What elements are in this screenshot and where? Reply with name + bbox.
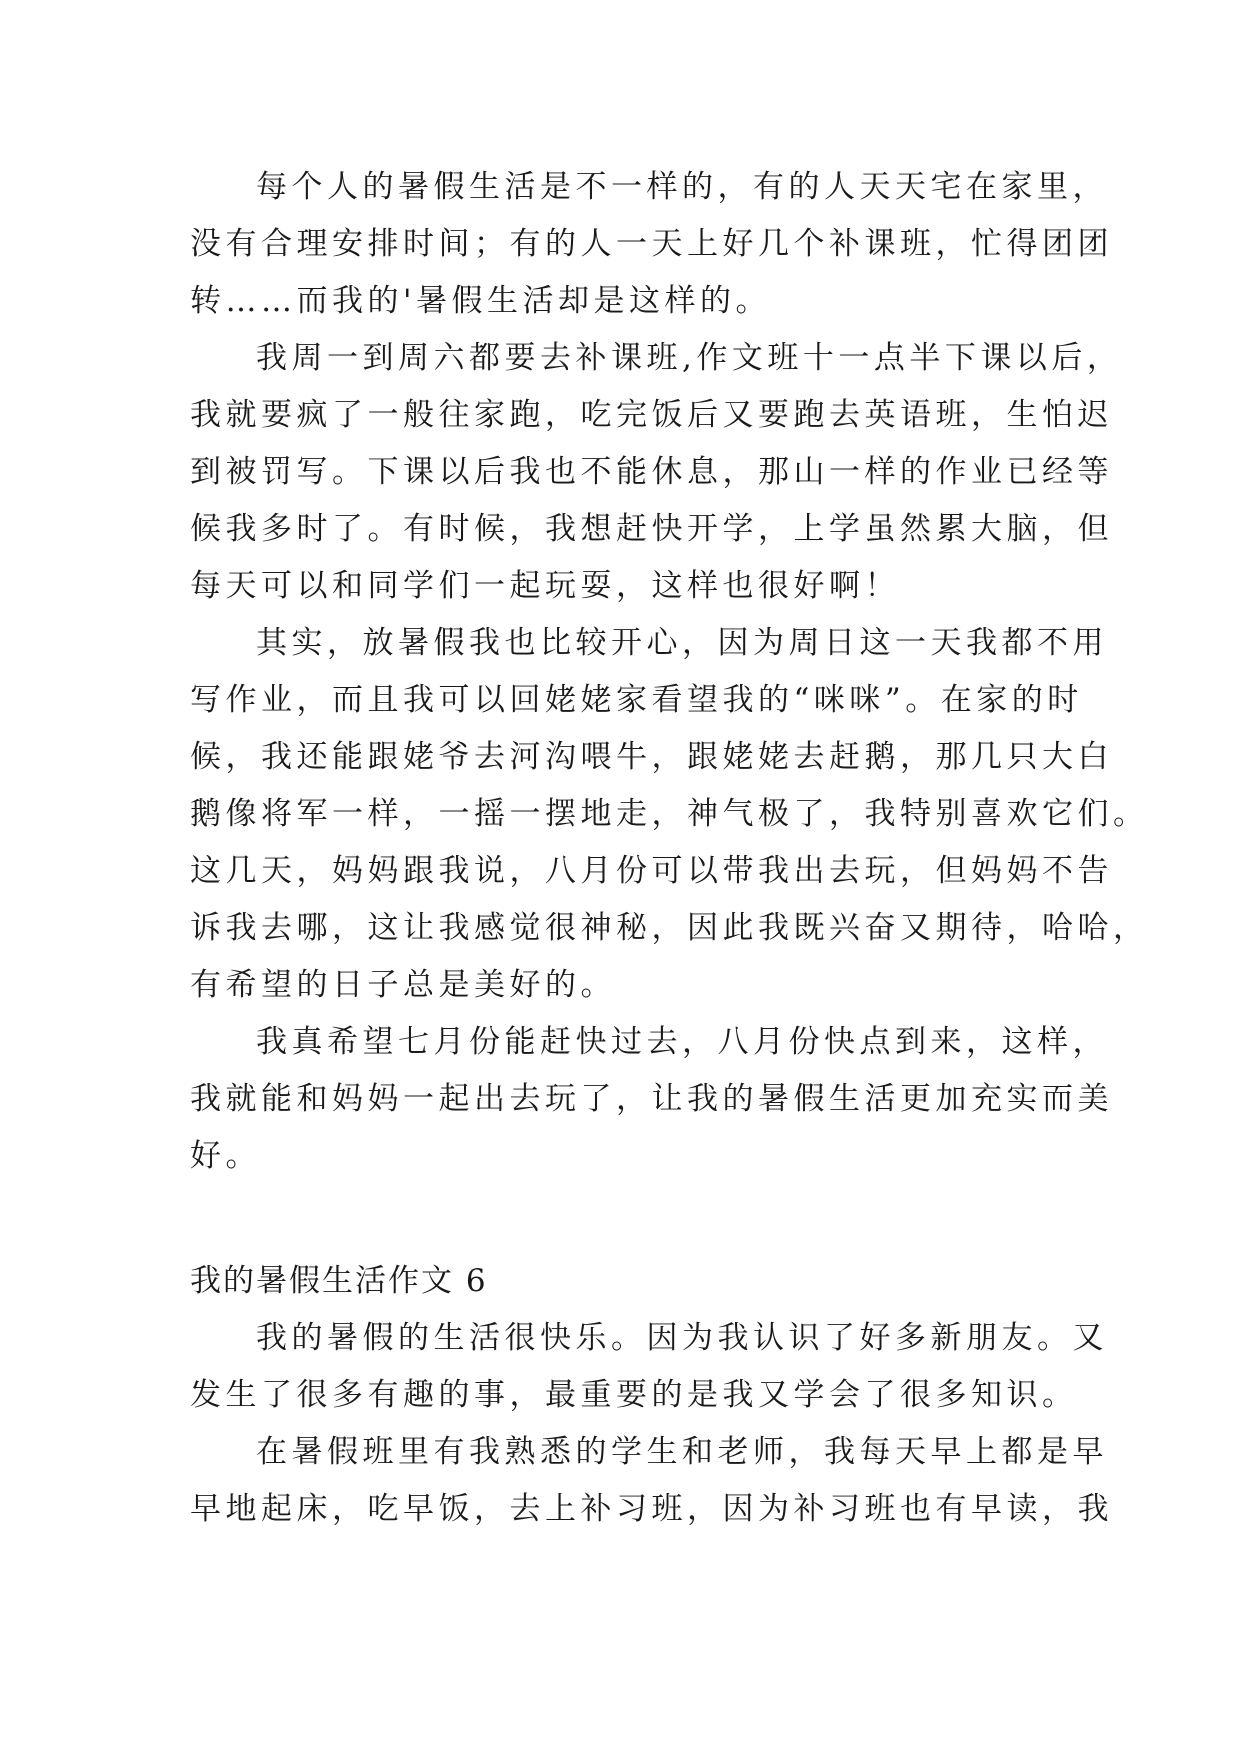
paragraph-5 [190,1310,1108,1424]
text-line: 我就能和妈妈一起出去玩了，让我的暑假生活更加充实而美 [190,1081,1113,1117]
text-line: 每个人的暑假生活是不一样的，有的人天天宅在家里， [256,169,1108,205]
essay-body-top [190,159,1149,1185]
paragraph-1 [190,159,1113,330]
text-line: 鹅像将军一样，一摇一摆地走，神气极了，我特别喜欢它们。 [190,796,1149,832]
text-line: 候我多时了。有时候，我想赶快开学，上学虽然累大脑，但 [190,511,1113,547]
essay-body-bottom [190,1253,1113,1538]
text-line: 候，我还能跟姥爷去河沟喂牛，跟姥姥去赶鹅，那几只大白 [190,739,1113,775]
text-line: 诉我去哪，这让我感觉很神秘，因此我既兴奋又期待，哈哈， [190,910,1149,946]
text-line: 没有合理安排时间；有的人一天上好几个补课班，忙得团团 [190,226,1113,262]
paragraph-6 [190,1424,1113,1538]
paragraph-3 [190,615,1149,1014]
text-line: 我真希望七月份能赶快过去，八月份快点到来，这样， [256,1024,1108,1060]
text-line: 我就要疯了一般往家跑，吃完饭后又要跑去英语班，生怕迟 [190,397,1113,433]
text-line: 其实，放暑假我也比较开心，因为周日这一天我都不用 [256,625,1108,661]
text-line: 到被罚写。下课以后我也不能休息，那山一样的作业已经等 [190,454,1113,490]
text-line: 在暑假班里有我熟悉的学生和老师，我每天早上都是早 [256,1434,1108,1470]
text-line: 发生了很多有趣的事，最重要的是我又学会了很多知识。 [190,1377,1078,1413]
text-line: 转……而我的'暑假生活却是这样的。 [190,283,772,319]
section-title: 我的暑假生活作文 6 [190,1263,488,1299]
paragraph-2 [190,330,1123,615]
text-line: 我的暑假的生活很快乐。因为我认识了好多新朋友。又 [256,1320,1108,1356]
text-line: 有希望的日子总是美好的。 [190,967,616,1003]
text-line: 早地起床，吃早饭，去上补习班，因为补习班也有早读，我 [190,1491,1113,1527]
text-line: 这几天，妈妈跟我说，八月份可以带我出去玩，但妈妈不告 [190,853,1113,889]
text-line: 每天可以和同学们一起玩耍，这样也很好啊！ [190,568,900,604]
paragraph-4 [190,1014,1113,1185]
text-line: 好。 [190,1138,261,1174]
text-line: 写作业，而且我可以回姥姥家看望我的“咪咪”。在家的时 [190,682,1083,718]
text-line: 我周一到周六都要去补课班,作文班十一点半下课以后， [256,340,1123,376]
